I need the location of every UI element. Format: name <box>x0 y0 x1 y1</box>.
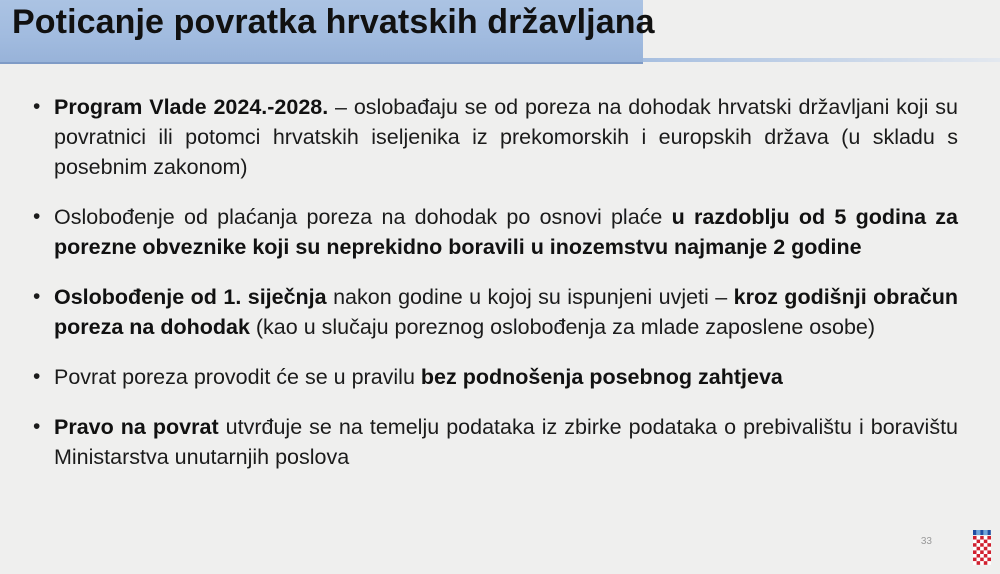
bullet-marker: • <box>33 415 41 438</box>
bullet-1-text-1: – oslobađaju se od poreza na dohodak hrvatski državljani koji su povratnici ili potomci hrvatskih iseljenika iz prekomorskih i europskih država (u skladu s posebnim zakonom) <box>54 95 958 179</box>
title-bar <box>0 0 655 64</box>
coat-checker-square <box>977 561 981 565</box>
coat-checker-square <box>980 558 984 562</box>
bullet-2-bold-1: u razdoblju od 5 godina za porezne obveznike koji su neprekidno boravili u inozemstvu najmanje 2 godine <box>54 205 958 259</box>
coat-crown <box>973 530 991 535</box>
coat-checker-square <box>973 536 977 540</box>
coat-checker-square <box>980 547 984 551</box>
bullet-2-text-1: Oslobođenje od plaćanja poreza na dohodak po osnovi plaće <box>54 205 672 229</box>
coat-checker-square <box>980 561 984 565</box>
coat-checker-square <box>987 543 991 547</box>
coat-checker-square <box>984 554 988 558</box>
coat-checker-square <box>980 540 984 544</box>
coat-checker-square <box>977 554 981 558</box>
coat-checker-square <box>977 558 981 562</box>
bullet-item-1 <box>32 92 958 182</box>
coat-checker-square <box>973 547 977 551</box>
coat-checker-square <box>973 554 977 558</box>
bullet-1-bold-1: Program Vlade 2024.-2028. <box>54 95 329 119</box>
coat-checker-square <box>984 547 988 551</box>
coat-checker-square <box>984 540 988 544</box>
bullet-3-bold-1: Oslobođenje od 1. siječnja <box>54 285 327 309</box>
bullet-item-3 <box>32 282 958 342</box>
coat-checker-square <box>973 558 977 562</box>
coat-checker-square <box>977 550 981 554</box>
bullet-item-5 <box>32 412 958 472</box>
bullet-marker: • <box>33 365 41 388</box>
bullet-marker: • <box>33 285 41 308</box>
page-number: 33 <box>920 536 932 547</box>
coat-checker-square <box>973 543 977 547</box>
coat-checker-square <box>987 547 991 551</box>
bullet-3-text-1: nakon godine u kojoj su ispunjeni uvjeti – <box>326 285 734 309</box>
coat-checker-square <box>987 558 991 562</box>
coat-checker-square <box>984 561 988 565</box>
coat-checker-square <box>984 558 988 562</box>
bullet-item-4 <box>32 362 958 392</box>
bullet-5-text-1: utvrđuje se na temelju podataka iz zbirke podataka o prebivalištu i boravištu Ministarstva unutarnjih poslova <box>54 415 958 469</box>
coat-checker-square <box>987 561 991 565</box>
coat-checker-square <box>977 543 981 547</box>
coat-checker-square <box>973 540 977 544</box>
coat-checker-square <box>980 543 984 547</box>
bullet-marker: • <box>33 205 41 228</box>
coat-checker-square <box>987 540 991 544</box>
bullet-4-text-1: Povrat poreza provodit će se u pravilu <box>54 365 421 389</box>
croatian-coat-of-arms-icon <box>972 530 992 568</box>
bullet-marker: • <box>33 95 41 118</box>
coat-shield <box>973 536 991 565</box>
coat-checker-square <box>987 550 991 554</box>
bullet-item-2 <box>32 202 958 262</box>
bullet-4-bold-1: bez podnošenja posebnog zahtjeva <box>420 365 783 389</box>
coat-checker-square <box>984 550 988 554</box>
coat-checker-square <box>987 536 991 540</box>
coat-checker-square <box>987 554 991 558</box>
coat-checker-square <box>980 554 984 558</box>
bullet-3-text-2: (kao u slučaju poreznog oslobođenja za mlade zaposlene osobe) <box>249 315 876 339</box>
coat-checker-square <box>973 561 977 565</box>
coat-checker-square <box>984 536 988 540</box>
coat-checker-square <box>977 536 981 540</box>
coat-checker-square <box>973 550 977 554</box>
coat-checker-square <box>980 550 984 554</box>
bullet-3-bold-2: kroz godišnji obračun poreza na dohodak <box>54 285 958 339</box>
coat-checker-square <box>984 543 988 547</box>
slide-title: Poticanje povratka hrvatskih državljana <box>12 3 655 41</box>
coat-checker-square <box>980 536 984 540</box>
coat-checker-square <box>977 540 981 544</box>
bullet-5-bold-1: Pravo na povrat <box>54 415 219 439</box>
bullet-list <box>32 92 958 472</box>
coat-checker-square <box>977 547 981 551</box>
